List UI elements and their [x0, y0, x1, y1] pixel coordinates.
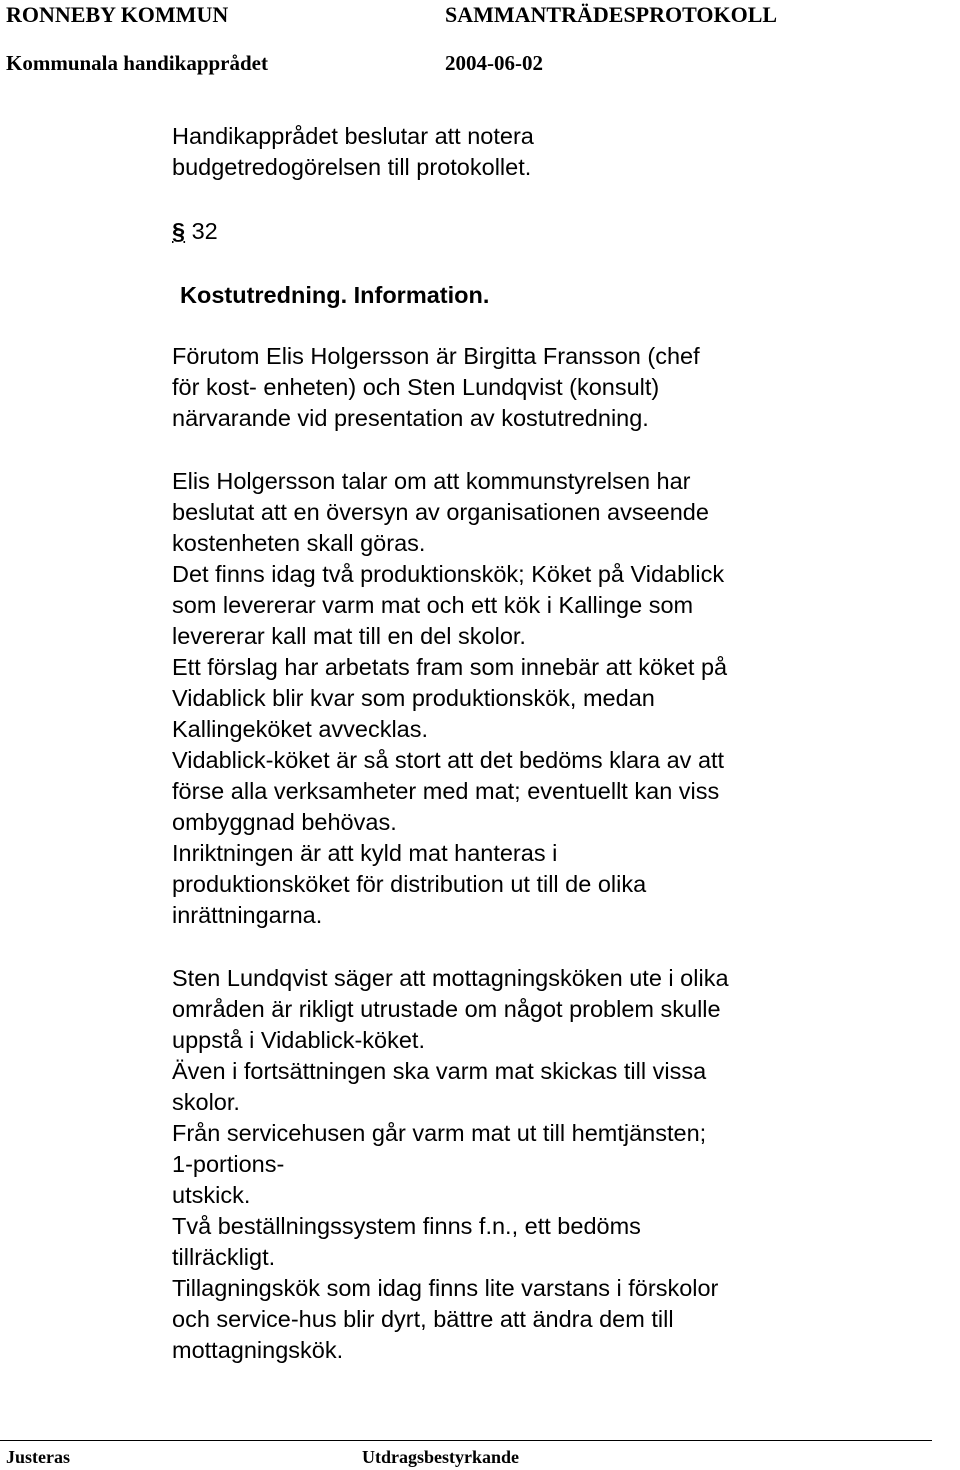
text-line: närvarande vid presentation av kostutredning.: [172, 405, 649, 431]
text-line: uppstå i Vidablick-köket.: [172, 1027, 425, 1053]
text-line: utskick.: [172, 1182, 251, 1208]
text-line: Vidablick-köket är så stort att det bedöms klara av att: [172, 747, 725, 773]
text-line: beslutat att en översyn av organisationen avseende: [172, 499, 709, 525]
text-line: Från servicehusen går varm mat ut till hemtjänsten;: [172, 1120, 707, 1146]
text-line: Det finns idag två produktionskök; Köket på Vidablick: [172, 561, 725, 587]
text-line: 1-portions-: [172, 1151, 285, 1177]
text-line: som levererar varm mat och ett kök i Kallinge som: [172, 592, 694, 618]
text-line: tillräckligt.: [172, 1244, 276, 1270]
text-line: ombyggnad behövas.: [172, 809, 397, 835]
decision-line: budgetredogörelsen till protokollet.: [172, 154, 532, 180]
header-organization: RONNEBY KOMMUN: [6, 2, 229, 27]
text-line: Sten Lundqvist säger att mottagningsköken ute i olika: [172, 965, 729, 991]
text-line: Två beställningssystem finns f.n., ett bedöms: [172, 1213, 641, 1239]
decision-text: [172, 121, 872, 183]
footer-divider: [0, 1440, 932, 1441]
footer-utdragsbestyrkande: Utdragsbestyrkande: [362, 1447, 520, 1467]
header-committee: Kommunala handikapprådet: [6, 51, 268, 75]
section-number-value: 32: [191, 218, 218, 244]
footer-justeras: Justeras: [6, 1447, 70, 1467]
decision-line: Handikapprådet beslutar att notera: [172, 123, 534, 149]
section-symbol: §: [172, 218, 186, 244]
text-line: Förutom Elis Holgersson är Birgitta Fransson (chef: [172, 343, 700, 369]
header-document-type: SAMMANTRÄDESPROTOKOLL: [445, 2, 778, 27]
text-line: Även i fortsättningen ska varm mat skickas till vissa: [172, 1058, 707, 1084]
paragraph-block-attendance: [172, 341, 872, 434]
header-date: 2004-06-02: [445, 51, 543, 75]
text-line: skolor.: [172, 1089, 240, 1115]
text-line: Vidablick blir kvar som produktionskök, medan: [172, 685, 655, 711]
text-line: områden är rikligt utrustade om något problem skulle: [172, 996, 721, 1022]
text-line: förse alla verksamheter med mat; eventuellt kan viss: [172, 778, 720, 804]
text-line: Ett förslag har arbetats fram som innebär att köket på: [172, 654, 728, 680]
section-number: [172, 216, 218, 247]
paragraph-block-presentation: [172, 466, 872, 931]
text-line: inrättningarna.: [172, 902, 323, 928]
text-line: Kallingeköket avvecklas.: [172, 716, 429, 742]
text-line: för kost- enheten) och Sten Lundqvist (konsult): [172, 374, 660, 400]
paragraph-block-discussion: [172, 963, 872, 1366]
text-line: mottagningskök.: [172, 1337, 344, 1363]
text-line: och service-hus blir dyrt, bättre att ändra dem till: [172, 1306, 674, 1332]
text-line: levererar kall mat till en del skolor.: [172, 623, 526, 649]
text-line: Inriktningen är att kyld mat hanteras i: [172, 840, 558, 866]
text-line: kostenheten skall göras.: [172, 530, 426, 556]
text-line: Elis Holgersson talar om att kommunstyrelsen har: [172, 468, 691, 494]
text-line: Tillagningskök som idag finns lite varstans i förskolor: [172, 1275, 719, 1301]
section-heading: Kostutredning. Information.: [180, 282, 490, 308]
text-line: produktionsköket för distribution ut till de olika: [172, 871, 647, 897]
